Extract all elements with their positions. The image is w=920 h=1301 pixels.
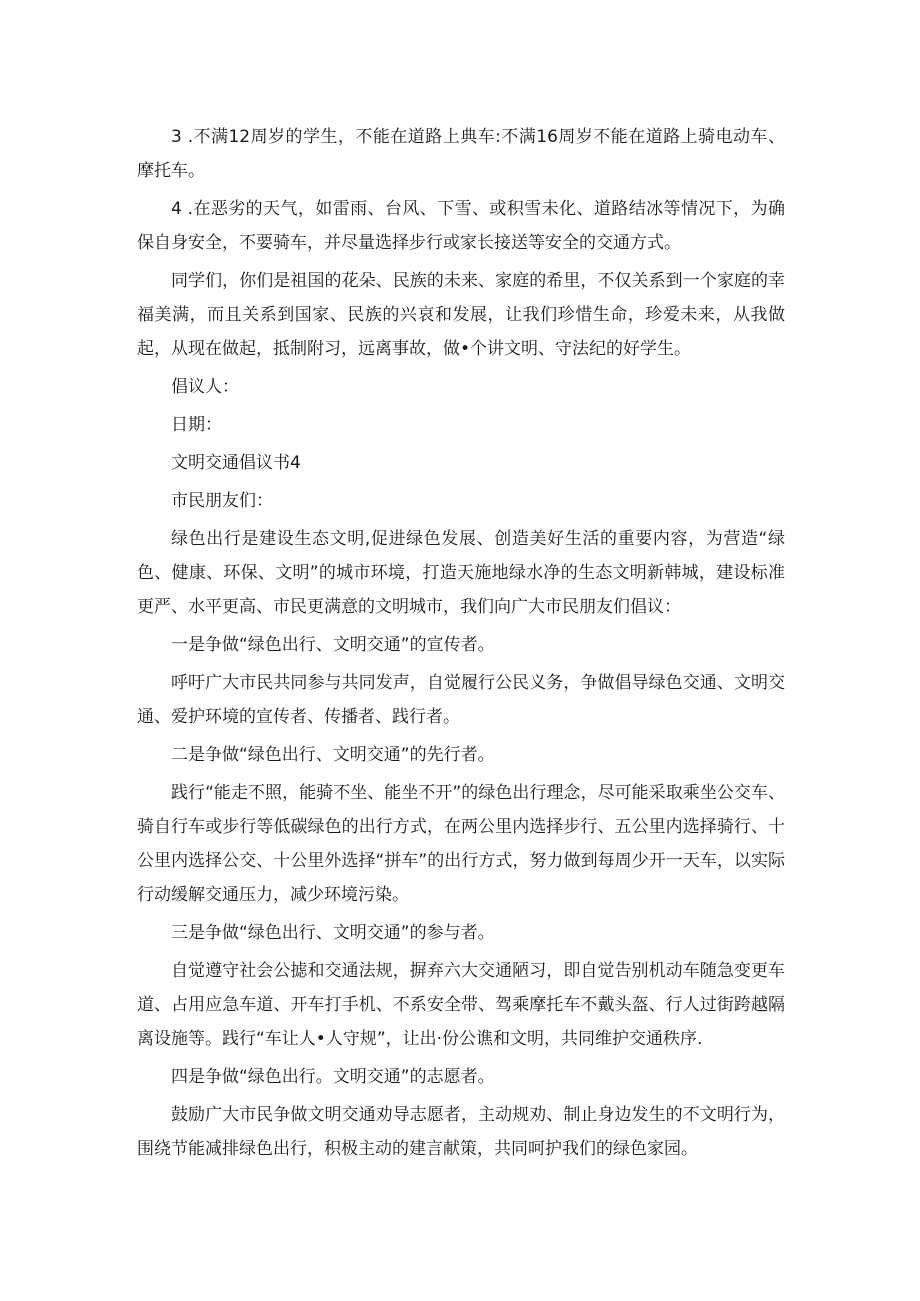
paragraph-rule-3: 3 .不满12周岁的学生，不能在道路上典车:不满16周岁不能在道路上骑电动车、摩托车。 (137, 127, 785, 181)
proposer-line: 倡议人： (171, 377, 239, 397)
paragraph-participant: 自觉遵守社会公摅和交通法规，摒弃六大交通陋习，即自觉告别机动车随急变更车道、占用应急车道、开车打手机、不系安全带、驾乘摩托车不戴头盔、行人过街跨越隔离设施等。践行“车让人•人守规”，让出·份公谯和文明，共同维护交通秩序. (137, 961, 785, 1049)
paragraph-students-appeal: 同学们，你们是祖国的花朵、民族的未来、家庭的希里，不仅关系到一个家庭的幸福美满，而且关系到国家、民族的兴哀和发展，让我们珍惜生命，珍爱未来，从我做起，从现在做起，抵制附习，远离事故，做•个讲文明、守法纪的好学生。 (137, 271, 785, 359)
heading-pioneer: 二是争做“绿色出行、文明交通”的先行者。 (171, 745, 495, 765)
proposal-title: 文明交通倡议书4 (171, 453, 301, 473)
paragraph-pioneer: 践行“能走不照，能骑不坐、能坐不开”的绿色出行理念，尽可能采取乘坐公交车、骑自行车或步行等低碳绿色的出行方式，在两公里内选择步行、五公里内选择骑行、十公里内选择公交、十公里外选择“拼车”的出行方式，努力做到每周少开一天车，以实际行动缓解交通压力，减少环境污染。 (137, 783, 785, 905)
heading-volunteer: 四是争做“绿色出行。文明交通”的志愿者。 (171, 1067, 495, 1087)
heading-participant: 三是争做“绿色出行、文明交通”的参与者。 (171, 923, 495, 943)
paragraph-promoter: 呼吁广大市民共同参与共同发声，自觉履行公民义务，争做倡导绿色交通、文明交通、爱护环境的宣传者、传播者、践行者。 (137, 673, 785, 727)
heading-promoter: 一是争做“绿色出行、文明交通”的宣传者。 (171, 635, 495, 655)
paragraph-volunteer: 鼓励广大市民争做文明交通劝导志愿者，主动规劝、制止身边发生的不文明行为，围绕节能减排绿色出行，积极主动的建言献策，共同呵护我们的绿色家园。 (137, 1105, 785, 1159)
date-line: 日期： (171, 415, 222, 435)
paragraph-intro: 绿色出行是建设生态文明,促进绿色发展、创造美好生活的重要内容，为营造“绿色、健康、环保、文明”的城市环境，打造天施地绿水净的生态文明新韩城，建设标准更严、水平更高、市民更满意的文明城市，我们向广大市民朋友们倡议： (137, 529, 785, 617)
paragraph-rule-4: 4 .在恶劣的天气，如雷雨、台风、下雪、或积雪未化、道路结冰等情况下，为确保自身安全，不要骑车，并尽量选择步行或家长接送等安全的交通方式。 (137, 199, 785, 253)
salutation: 市民朋友们： (171, 491, 273, 511)
document-body (137, 120, 785, 1170)
